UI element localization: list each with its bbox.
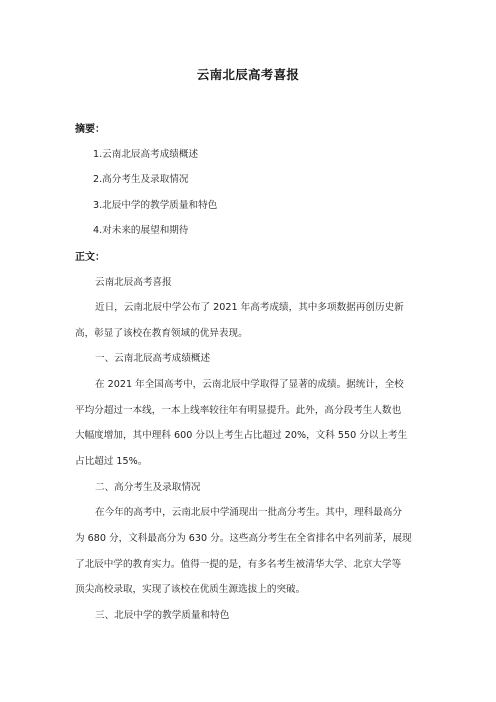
section-heading: 二、高分考生及录取情况 — [95, 482, 201, 493]
section-heading: 一、云南北辰高考成绩概述 — [95, 353, 211, 364]
section-heading: 三、北辰中学的教学质量和特色 — [95, 610, 230, 621]
paragraph-line: 在 2021 年全国高考中，云南北辰中学取得了显著的成绩。据统计，全校 — [95, 379, 404, 390]
body-label: 正文： — [75, 252, 105, 263]
paragraph-line: 了北辰中学的教育实力。值得一提的是，有多名考生被清华大学、北京大学等 — [75, 559, 402, 570]
paragraph-line: 大幅度增加，其中理科 600 分以上考生占比超过 20%，文科 550 分以上考生 — [75, 430, 408, 441]
paragraph-line: 在今年的高考中，云南北辰中学涌现出一批高分考生。其中，理科最高分 — [95, 507, 402, 518]
document-title: 云南北辰高考喜报 — [196, 67, 300, 82]
abstract-item: 4.对未来的展望和期待 — [93, 225, 189, 236]
body-subtitle: 云南北辰高考喜报 — [95, 277, 172, 288]
abstract-item: 1.云南北辰高考成绩概述 — [93, 149, 199, 160]
paragraph-line: 占比超过 15%。 — [75, 456, 148, 467]
paragraph-line: 为 680 分，文科最高分为 630 分。这些高分考生在全省排名中名列前茅，展现 — [75, 533, 412, 544]
abstract-item: 3.北辰中学的教学质量和特色 — [93, 200, 218, 211]
paragraph-line: 平均分超过一本线，一本上线率较往年有明显提升。此外，高分段考生人数也 — [75, 405, 402, 416]
paragraph-line: 近日，云南北辰中学公布了 2021 年高考成绩，其中多项数据再创历史新 — [95, 302, 404, 313]
paragraph-line: 顶尖高校录取，实现了该校在优质生源选拔上的突破。 — [75, 584, 306, 595]
abstract-item: 2.高分考生及录取情况 — [93, 174, 189, 185]
abstract-label: 摘要： — [75, 124, 105, 135]
paragraph-line: 高，彰显了该校在教育领域的优异表现。 — [75, 328, 248, 339]
